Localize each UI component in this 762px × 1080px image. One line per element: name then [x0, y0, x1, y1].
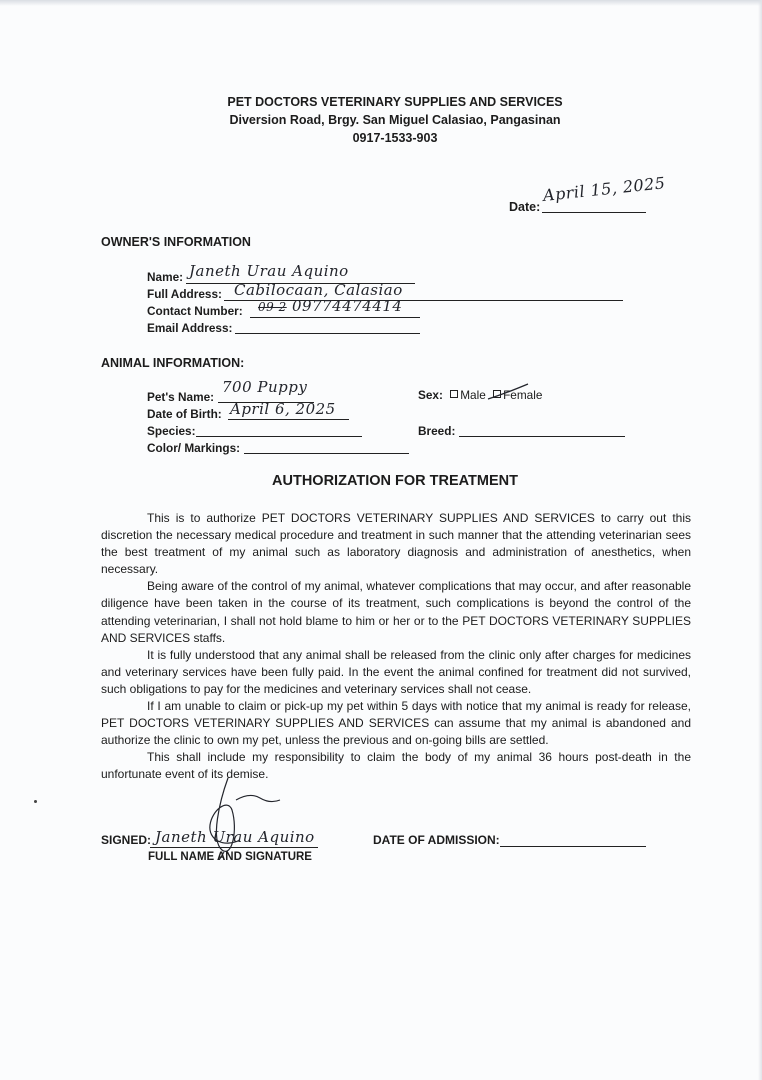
breed-line [459, 436, 625, 437]
owner-email-label: Email Address: [147, 321, 233, 335]
owner-contact-line [250, 317, 420, 318]
full-name-signature-label: FULL NAME AND SIGNATURE [148, 851, 312, 863]
authorization-paragraph: It is fully understood that any animal shall be released from the clinic only after charges for medicines and veterinary services have been fully paid. In the event the animal confined for treatment did not survived, such obligations to pay for the medicines and veterinary services shall not cease. [101, 647, 691, 696]
authorization-title: AUTHORIZATION FOR TREATMENT [272, 473, 518, 489]
signature-scribble [140, 770, 300, 860]
authorization-paragraph: Being aware of the control of my animal, whatever complications that may occur, and after reasonable diligence have been taken in the course of its treatment, such complications is beyond the control of the attending veterinarian, I shall not hold blame to him or her or to the PET DOCTORS VETERINARY SUPPLIES AND SERVICES staffs. [101, 579, 691, 645]
color-markings-label: Color/ Markings: [147, 441, 241, 455]
species-label: Species: [147, 424, 196, 438]
dob-line [228, 419, 349, 420]
owner-contact-handwritten: 09774474414 [292, 297, 403, 315]
species-line [196, 436, 362, 437]
female-check-stroke [484, 382, 534, 402]
owner-email-line [235, 333, 420, 334]
breed-label: Breed: [418, 424, 456, 438]
authorization-body [101, 510, 691, 784]
scan-edge [0, 0, 762, 6]
date-of-admission-line [500, 846, 646, 847]
owner-address-handwritten: Cabilocaan, Calasiao [234, 281, 403, 299]
animal-section-title: ANIMAL INFORMATION: [101, 356, 245, 370]
company-name: PET DOCTORS VETERINARY SUPPLIES AND SERVICES [227, 95, 563, 109]
authorization-paragraph: This is to authorize PET DOCTORS VETERINARY SUPPLIES AND SERVICES to carry out this discretion the necessary medical procedure and treatment in such manner that the attending veterinarian sees the best treatment of my animal such as laboratory diagnosis and administration of anesthetics, when necessary. [101, 511, 691, 577]
male-option-label: Male [460, 388, 486, 402]
male-checkbox[interactable] [450, 390, 458, 398]
female-option-label: Female [503, 388, 543, 402]
date-underline [542, 212, 646, 213]
owner-address-label: Full Address: [147, 287, 222, 301]
dob-label: Date of Birth: [147, 407, 222, 421]
owner-section-title: OWNER'S INFORMATION [101, 235, 251, 249]
pet-name-label: Pet's Name: [147, 390, 215, 404]
sex-label: Sex: [418, 388, 443, 402]
scan-speck [34, 800, 37, 803]
scan-edge [758, 0, 762, 1080]
authorization-paragraph: This shall include my responsibility to claim the body of my animal 36 hours post-death in the unfortunate event of its demise. [101, 750, 691, 782]
date-of-admission-label: DATE OF ADMISSION: [373, 833, 500, 847]
company-phone: 0917-1533-903 [352, 131, 438, 145]
owner-name-handwritten: Janeth Urau Aquino [189, 262, 349, 280]
signer-handwritten-name: Janeth Urau Aquino [155, 828, 315, 846]
color-markings-line [244, 453, 409, 454]
date-label: Date: [509, 200, 541, 214]
date-handwritten: April 15, 2025 [542, 173, 667, 205]
letterhead [0, 93, 762, 147]
owner-contact-label: Contact Number: [147, 304, 243, 318]
dob-handwritten: April 6, 2025 [230, 400, 336, 418]
company-address: Diversion Road, Brgy. San Miguel Calasiao, Pangasinan [229, 113, 561, 127]
owner-contact-struck: 09 2 [258, 300, 287, 314]
signed-label: SIGNED: [101, 833, 152, 847]
owner-name-label: Name: [147, 270, 184, 284]
pet-name-handwritten: 700 Puppy [222, 378, 308, 396]
authorization-paragraph: If I am unable to claim or pick-up my pet within 5 days with notice that my animal is ready for release, PET DOCTORS VETERINARY SUPPLIES AND SERVICES can assume that my animal is abandoned and authorize the clinic to own my pet, unless the previous and on-going bills are settled. [101, 699, 691, 748]
